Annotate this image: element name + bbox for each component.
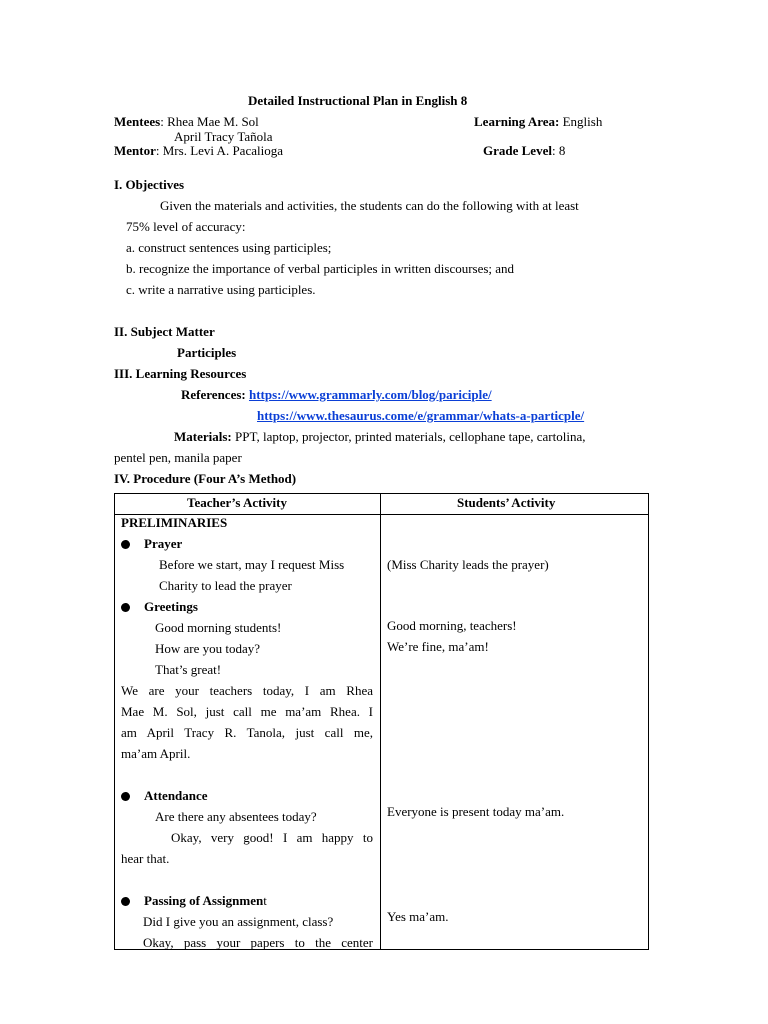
greetings-student-2: We’re fine, ma’am! — [387, 639, 489, 654]
reference-link-1[interactable]: https://www.grammarly.com/blog/pariciple/ — [248, 387, 492, 402]
learning-area-line — [474, 114, 602, 130]
references-label: References: — [181, 387, 246, 402]
objective-item: a. construct sentences using participles; — [126, 240, 332, 255]
mentor-name: Mrs. Levi A. Pacalioga — [162, 143, 283, 158]
bullet-icon — [121, 792, 130, 801]
assignment-teacher-2: Okay, pass your papers to the center — [143, 935, 373, 950]
materials-list-1: PPT, laptop, projector, printed materials, cellophane tape, cartolina, — [235, 429, 586, 444]
prayer-teacher-2: Charity to lead the prayer — [159, 578, 292, 593]
document-title: Detailed Instructional Plan in English 8 — [248, 93, 468, 108]
intro-line-2: Mae M. Sol, just call me ma’am Rhea. I — [121, 704, 373, 719]
bullet-icon — [121, 897, 130, 906]
prayer-item — [121, 536, 182, 552]
greetings-student-1: Good morning, teachers! — [387, 618, 517, 633]
learning-area-label: Learning Area: — [474, 114, 560, 129]
mentor-line: Mentor: Mrs. Levi A. Pacalioga — [114, 143, 283, 158]
objective-item: c. write a narrative using participles. — [126, 282, 316, 297]
assignment-label: Passing of Assignmen — [144, 893, 264, 908]
prayer-label: Prayer — [144, 536, 183, 551]
assignment-label-tail: t — [263, 893, 267, 908]
materials-list-2: pentel pen, manila paper — [114, 450, 242, 465]
subject-matter-heading: II. Subject Matter — [114, 324, 215, 339]
attendance-label: Attendance — [144, 788, 208, 803]
mentee-2: April Tracy Tañola — [174, 129, 273, 144]
assignment-teacher-1: Did I give you an assignment, class? — [143, 914, 334, 929]
bullet-icon — [121, 540, 130, 549]
bullet-icon — [121, 603, 130, 612]
learning-area-value: English — [562, 114, 603, 129]
grade-level-label: Grade Level — [483, 143, 552, 158]
reference-line-2 — [257, 408, 584, 424]
mentor-label: Mentor — [114, 143, 156, 158]
references-line — [181, 387, 492, 403]
assignment-item — [121, 893, 267, 909]
procedure-heading: IV. Procedure (Four A’s Method) — [114, 471, 297, 486]
greetings-teacher-3: That’s great! — [155, 662, 222, 677]
mentees-label: Mentees — [114, 114, 161, 129]
prayer-teacher-1: Before we start, may I request Miss — [159, 557, 345, 572]
grade-level-line: Grade Level: 8 — [483, 143, 566, 158]
preliminaries-label: PRELIMINARIES — [121, 515, 228, 530]
subject-matter-topic: Participles — [177, 345, 237, 360]
intro-line-1: We are your teachers today, I am Rhea — [121, 683, 373, 698]
attendance-teacher-2: Okay, very good! I am happy to — [171, 830, 373, 845]
reference-link-2[interactable]: https://www.thesaurus.come/e/grammar/whats-a-particple/ — [257, 408, 585, 423]
column-divider — [380, 494, 381, 949]
intro-line-4: ma’am April. — [121, 746, 191, 761]
assignment-student: Yes ma’am. — [387, 909, 449, 924]
col-header-students: Students’ Activity — [457, 495, 556, 510]
prayer-student: (Miss Charity leads the prayer) — [387, 557, 549, 572]
greetings-item — [121, 599, 198, 615]
intro-line-3: am April Tracy R. Tanola, just call me, — [121, 725, 373, 740]
col-header-teacher: Teacher’s Activity — [187, 495, 288, 510]
greetings-label: Greetings — [144, 599, 198, 614]
grade-level-value: 8 — [558, 143, 566, 158]
materials-line — [174, 429, 586, 445]
attendance-student: Everyone is present today ma’am. — [387, 804, 565, 819]
mentees-line: Mentees: Rhea Mae M. Sol — [114, 114, 259, 129]
objective-item: b. recognize the importance of verbal participles in written discourses; and — [126, 261, 515, 276]
attendance-teacher-1: Are there any absentees today? — [155, 809, 317, 824]
mentee-1: Rhea Mae M. Sol — [167, 114, 259, 129]
attendance-teacher-3: hear that. — [121, 851, 170, 866]
greetings-teacher-2: How are you today? — [155, 641, 261, 656]
attendance-item — [121, 788, 208, 804]
learning-resources-heading: III. Learning Resources — [114, 366, 247, 381]
objectives-intro-2: 75% level of accuracy: — [126, 219, 246, 234]
objectives-heading: I. Objectives — [114, 177, 185, 192]
greetings-teacher-1: Good morning students! — [155, 620, 282, 635]
materials-label: Materials: — [174, 429, 232, 444]
procedure-table — [114, 493, 649, 950]
objectives-intro-1: Given the materials and activities, the students can do the following with at least — [160, 198, 579, 213]
